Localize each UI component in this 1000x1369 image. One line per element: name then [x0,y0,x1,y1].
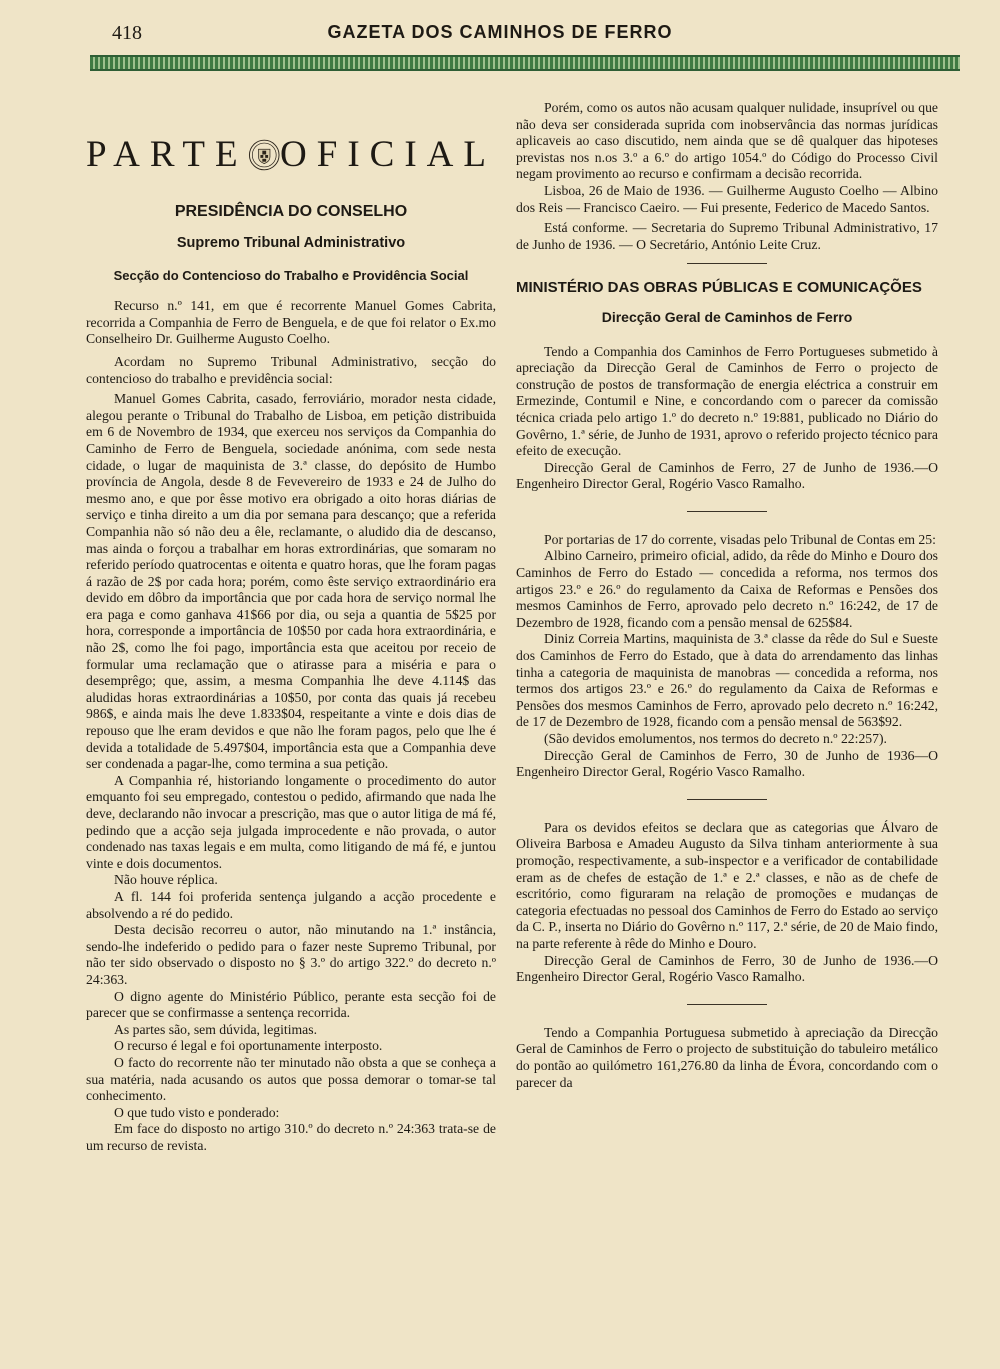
ministry-heading: MINISTÉRIO DAS OBRAS PÚBLICAS E COMUNICAÇÕES [516,279,922,297]
paragraph: Acordam no Supremo Tribunal Administrativo, secção do contencioso do trabalho e previdência social: [86,353,496,386]
heading-seccao: Secção do Contencioso do Trabalho e Providência Social [113,268,469,284]
paragraph: Manuel Gomes Cabrita, casado, ferroviário, morador nesta cidade, alegou perante o Tribunal do Trabalho de Lisboa, em petição distribuida em 6 de Novembro de 1934, que exerceu nos serviços da Companhia do Caminho de Ferro de Benguela, sociedade anónima, com sede nesta cidade, o lugar de maquinista de 3.ª classe, do depósito de Humbo província de Angola, desde 8 de Fevevereiro de 1933 e 24 de Julho do mesmo ano, e que por êsse motivo era obrigado a oito horas diárias de serviço e tinha direito a um dia por semana para descanço; que a referida Companhia não só não deu a êle, reclamante, o aludido dia de descanso, mas ainda o forçou a trabalhar em horas extrordinárias, que somaram no referido período quatrocentas e oitenta e quatro horas, que lhe foram pagas á razão de 2$ por cada hora; porém, como êste serviço extraordinário era devido em dôbro da importância que por cada hora de serviço normal lhe era paga e como ganhava 41$66 por dia, ou seja a quantia de 5$25 por hora, corresponde a importância de 10$50 por cada hora extraordinária, e não 2$, como lhe foi pago, importância esta que aceitou por receio de formular uma reclamação que o atirasse para a miséria e para o desemprêgo; que, assim, a mesma Companhia lhe deve 4.114$ das aludidas horas extraordinárias a 10$50, por conta das quais já recebeu 986$, e ainda mais lhe deve 1.833$04, respeitante a vinte e dois dias de repouso que lhe eram devidos e que não lhe foram pagos, pelo que lhe é devida a totalidade de 5.497$04, importância esta que a Companhia deve ser condenada a pagar-lhe, como termina a sua petição. [86,391,496,772]
paragraph: As partes são, sem dúvida, legitimas. [114,1021,317,1037]
heading-tribunal: Supremo Tribunal Administrativo [176,234,406,251]
journal-title: GAZETA DOS CAMINHOS DE FERRO [327,22,673,42]
paragraph: O que tudo visto e ponderado: [114,1104,280,1120]
section-title [86,124,496,186]
paragraph: Direcção Geral de Caminhos de Ferro, 27 de Junho de 1936.—O Engenheiro Director Geral, Rogério Vasco Ramalho. [516,459,938,492]
title-right: OFICIAL [280,133,496,175]
paragraph: Recurso n.º 141, em que é recorrente Manuel Gomes Cabrita, recorrida a Companhia de Ferro de Benguela, e de que foi relator o Ex.mo Conselheiro Dr. Guilherme Augusto Coelho. [86,298,496,347]
paragraph: A Companhia ré, historiando longamente o procedimento do autor emquanto foi seu empregado, contestou o pedido, afirmando que nada lhe deve, declarando não invocar a prescrição, mas que o autor litiga de má fé, pedindo que a acção seja julgada improcedente e não provada, o autor condenado nas taxas legais e em multa, como litigando de má fé, e juntou vinte e dois documentos. [86,772,496,871]
paragraph: A fl. 144 foi proferida sentença julgando a acção procedente e absolvendo a ré do pedido. [86,888,496,921]
header-rule [90,55,960,71]
paragraph: Porém, como os autos não acusam qualquer nulidade, insuprível ou que não deva ser considerada suprida com inobservância das normas jurídicas aplicaveis ao caso discutido, nem ainda que se dê qualquer das hipoteses previstas nos n.os 3.º a 6.º do artigo 1054.º do Código do Processo Civil negam provimento ao recurso e confirmam a decisão recorrida. [516,100,938,182]
page-number: 418 [112,22,142,44]
direction-heading: Direcção Geral de Caminhos de Ferro [601,308,853,325]
paragraph: Em face do disposto no artigo 310.º do decreto n.º 24:363 trata-se de um recurso de revista. [86,1121,496,1153]
divider [687,799,767,800]
paragraph: Para os devidos efeitos se declara que as categorias que Álvaro de Oliveira Barbosa e Amadeu Augusto da Silva tinham anteriormente à sua promoção, respectivamente, a sub-inspector e a verificador de contabilidade eram as de chefes de estação de 1.ª e 2.ª classes, e não as de chefe de escritório, como figuraram na relação de promoções e mudanças de categoria efectuadas no pessoal dos Caminhos de Ferro do Estado ao serviço da C. P., inserta no Diário do Govêrno n.º 117, 2.ª série, de 20 de Maio findo, na parte referente à rêde do Minho e Douro. [516,819,938,951]
coat-of-arms-icon [248,121,280,189]
left-column [86,96,496,1154]
right-column [516,100,938,1091]
divider [687,511,767,512]
paragraph: Direcção Geral de Caminhos de Ferro, 30 de Junho de 1936—O Engenheiro Director Geral, Rogério Vasco Ramalho. [516,747,938,780]
paragraph: O recurso é legal e foi oportunamente interposto. [114,1038,383,1054]
paragraph: Diniz Correia Martins, maquinista de 3.ª classe da rêde do Sul e Sueste dos Caminhos de Ferro do Estado, que à data do arrendamento das linhas tinha a categoria de maquinista de manobras — concedida a reforma, nos termos dos artigos 23.º e 26.º do regulamento da Caixa de Reformas e Pensões dos mesmos Caminhos de Ferro, aprovado pelo decreto n.º 16:242, de 17 de Dezembro de 1928, ficando com a pensão mensal de 563$92. [516,631,938,730]
divider [687,1004,767,1005]
paragraph: Tendo a Companhia Portuguesa submetido à apreciação da Direcção Geral de Caminhos de Ferro o projecto de substituição do tabuleiro metálico do pontão ao quilómetro 161,276.80 da linha de Évora, concordando com o parecer da [516,1024,938,1090]
title-left: PARTE [86,133,248,175]
signature-paragraph: Lisboa, 26 de Maio de 1936. — Guilherme Augusto Coelho — Albino dos Reis — Francisco Caeiro. — Fui presente, Federico de Macedo Santos. [516,182,938,215]
paragraph: O facto do recorrente não ter minutado não obsta a que se conheça a sua matéria, nada acusando os autos que possa demorar o tomar-se tal conhecimento. [86,1054,496,1104]
paragraph: Está conforme. — Secretaria do Supremo Tribunal Administrativo, 17 de Junho de 1936. — O Secretário, António Leite Cruz. [516,220,938,252]
paragraph: Albino Carneiro, primeiro oficial, adido, da rêde do Minho e Douro dos Caminhos de Ferro do Estado — concedida a reforma, nos termos dos artigos 23.º e 26.º do regulamento da Caixa de Reformas e Pensões dos mesmos Caminhos de Ferro, aprovado pelo decreto n.º 16:242, de 17 de Dezembro de 1928, ficando com a pensão mensal de 625$84. [516,548,938,630]
paragraph: (São devidos emolumentos, nos termos do decreto n.º 22:257). [544,731,887,746]
paragraph: Desta decisão recorreu o autor, não minutando na 1.ª instância, sendo-lhe indeferido o pedido para o fazer neste Supremo Tribunal, por não ter sido observado o disposto no § 3.º do artigo 322.º do decreto n.º 24:363. [86,922,496,987]
paragraph: O digno agente do Ministério Público, perante esta secção foi de parecer que se confirmasse a sentença recorrida. [86,988,496,1021]
heading-presidencia: PRESIDÊNCIA DO CONSELHO [174,203,408,220]
paragraph: Por portarias de 17 do corrente, visadas pelo Tribunal de Contas em 25: [544,531,936,547]
paragraph: Não houve réplica. [114,872,218,888]
divider [687,263,767,264]
paragraph: Tendo a Companhia dos Caminhos de Ferro Portugueses submetido à apreciação da Direcção Geral de Caminhos de Ferro o projecto de construção de postos de transformação de energia eléctrica a construir em Ermezinde, Contumil e Nine, e concordando com o parecer da comissão técnica criada pelo artigo 1.º do decreto n.º 19:881, publicado no Diário do Govêrno, 1.ª série, de Junho de 1931, aprovo o referido projecto técnico para efeito de execução. [516,343,938,459]
paragraph: Direcção Geral de Caminhos de Ferro, 30 de Junho de 1936.—O Engenheiro Director Geral, Rogério Vasco Ramalho. [516,952,938,985]
